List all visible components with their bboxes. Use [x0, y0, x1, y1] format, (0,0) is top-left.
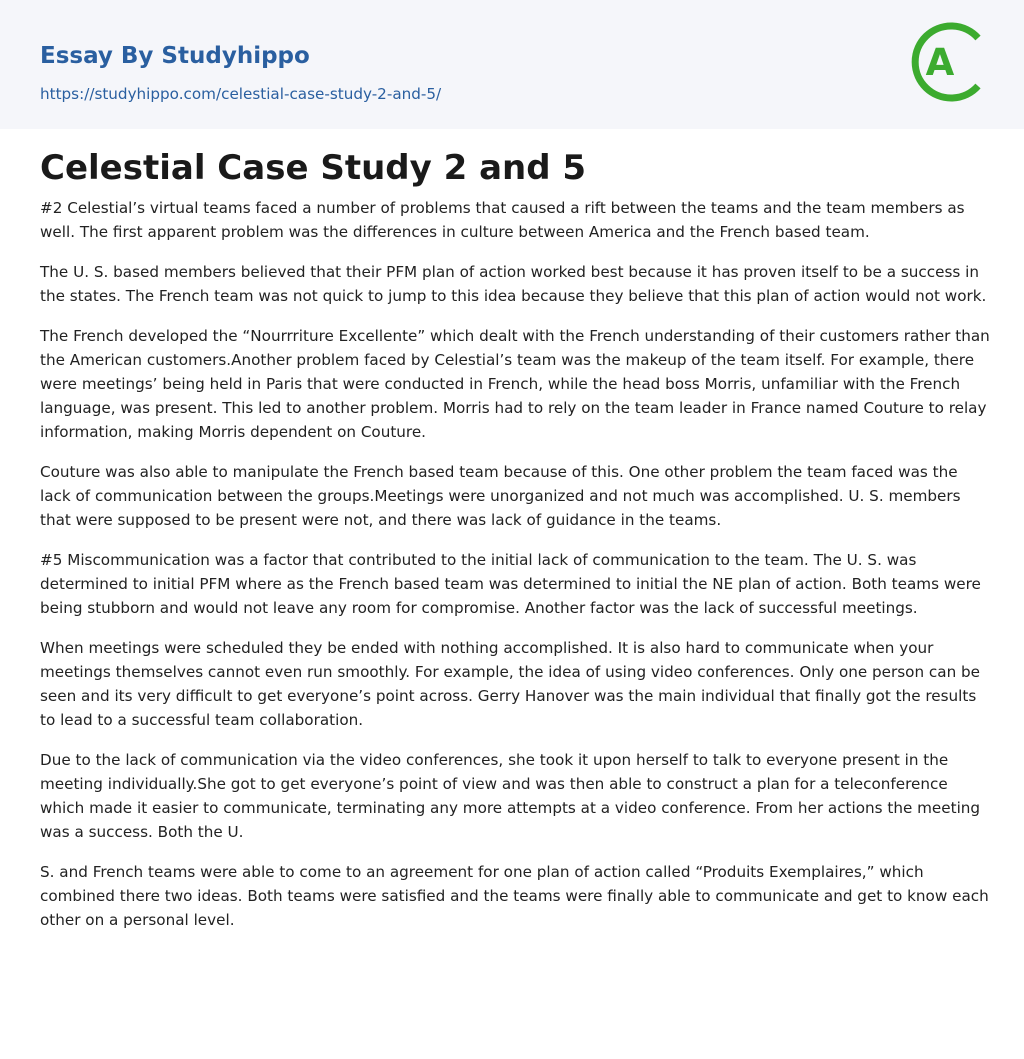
essay-paragraph: When meetings were scheduled they be ended with nothing accomplished. It is also hard to communicate when your meetings themselves cannot even run smoothly. For example, the idea of using video conferences. Only one person can be seen and its very difficult to get everyone’s point across. Gerry Hanover was the main individual that finally got the results to lead to a successful team collaboration. [40, 639, 981, 729]
essay-paragraph: Due to the lack of communication via the video conferences, she took it upon herself to talk to everyone present in the meeting individually.She got to get everyone’s point of view and was then able to construct a plan for a teleconference which made it easier to communicate, terminating any more attempts at a video conference. From her actions the meeting was a success. Both the U. [40, 751, 981, 841]
essay-paragraph: Couture was also able to manipulate the French based team because of this. One other problem the team faced was the lack of communication between the groups.Meetings were unorganized and not much was accomplished. U. S. members that were supposed to be present were not, and there was lack of guidance in the teams. [40, 463, 961, 529]
studyhippo-logo-icon[interactable] [908, 18, 988, 106]
essay-paragraph: #5 Miscommunication was a factor that contributed to the initial lack of communication to the team. The U. S. was determined to initial PFM where as the French based team was determined to initial the NE plan of action. Both teams were being stubborn and would not leave any room for compromise. Another factor was the lack of successful meetings. [40, 551, 981, 617]
logo-letter: A [925, 41, 955, 84]
brand-title[interactable]: Essay By Studyhippo [40, 43, 310, 69]
site-header [0, 0, 1024, 129]
essay-paragraph: The U. S. based members believed that their PFM plan of action worked best because it has proven itself to be a success in the states. The French team was not quick to jump to this idea because they believe that this plan of action would not work. [40, 263, 987, 305]
essay-paragraph: The French developed the “Nourrriture Excellente” which dealt with the French understanding of their customers rather than the American customers.Another problem faced by Celestial’s team was the makeup of the team itself. For example, there were meetings’ being held in Paris that were conducted in French, while the head boss Morris, unfamiliar with the French language, was present. This led to another problem. Morris had to rely on the team leader in France named Couture to relay information, making Morris dependent on Couture. [40, 327, 990, 441]
essay-article [40, 146, 990, 948]
essay-paragraph: #2 Celestial’s virtual teams faced a number of problems that caused a rift between the teams and the team members as well. The first apparent problem was the differences in culture between America and the French based team. [40, 199, 965, 241]
page-title: Celestial Case Study 2 and 5 [40, 148, 587, 188]
essay-paragraph: S. and French teams were able to come to an agreement for one plan of action called “Produits Exemplaires,” which combined there two ideas. Both teams were satisfied and the teams were finally able to communicate and get to know each other on a personal level. [40, 863, 989, 929]
source-url-link[interactable]: https://studyhippo.com/celestial-case-study-2-and-5/ [40, 85, 442, 103]
